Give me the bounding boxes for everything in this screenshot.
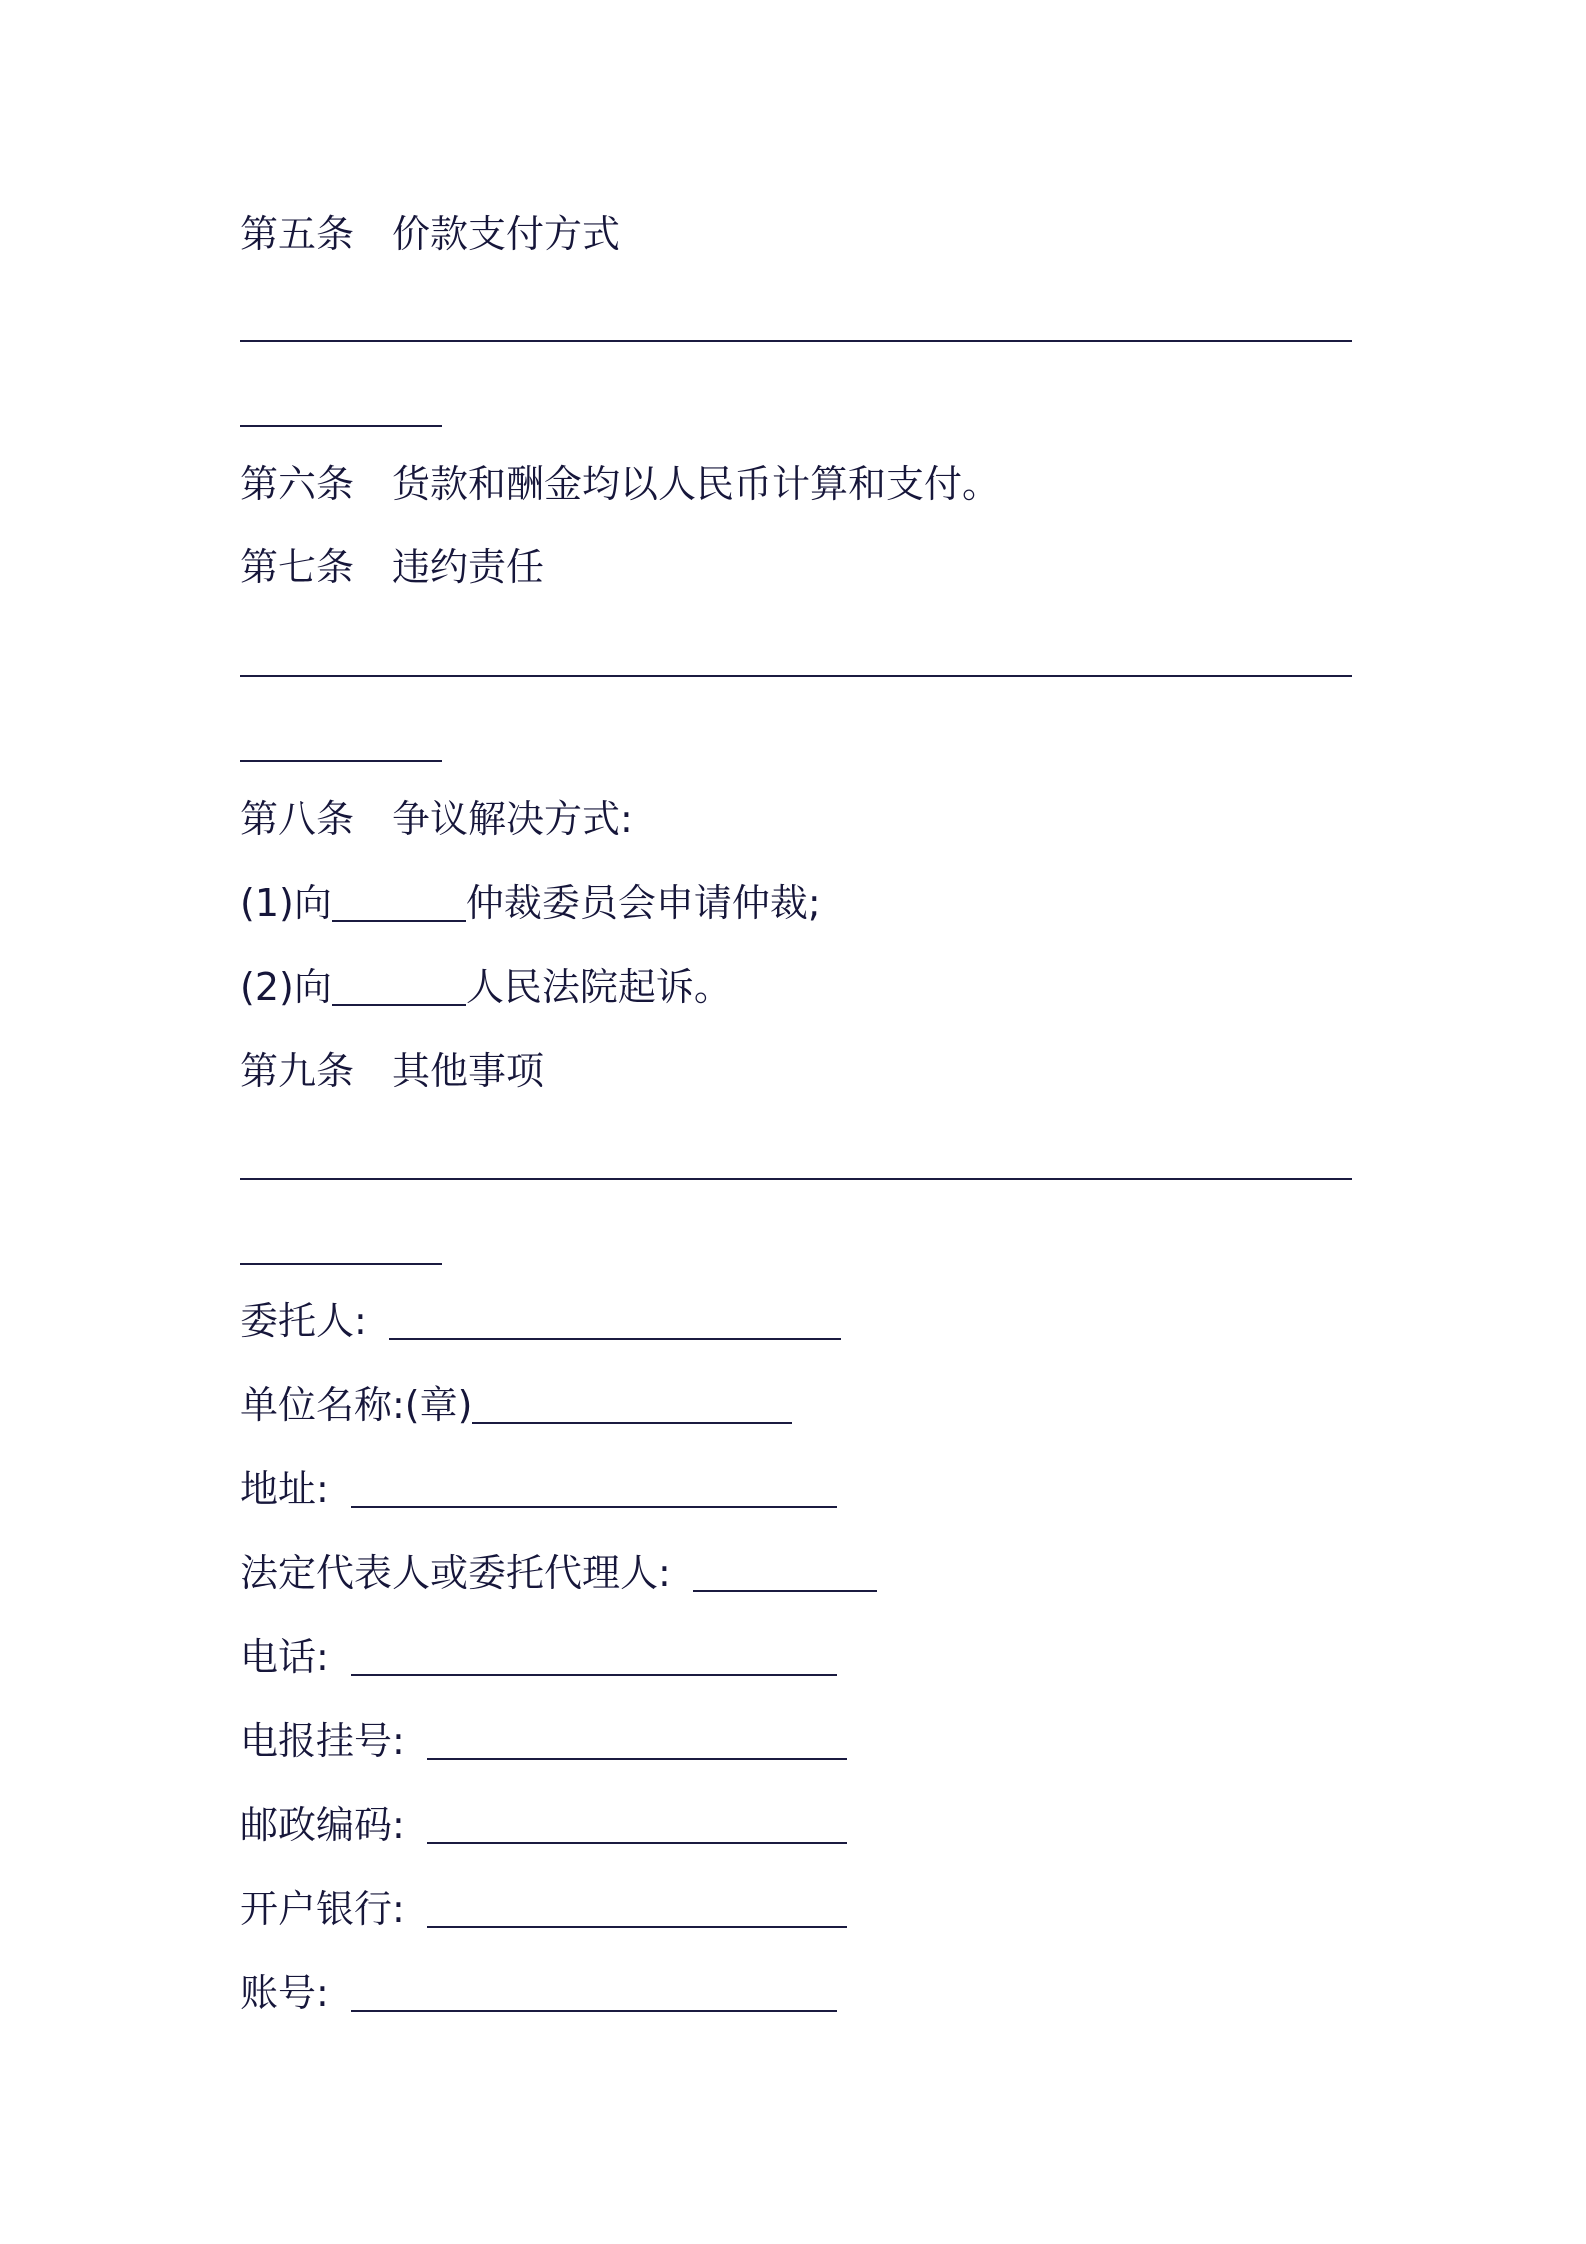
article-5-title: 价款支付方式 — [392, 212, 621, 256]
legal-rep-field[interactable] — [693, 1552, 877, 1592]
address-field[interactable] — [351, 1468, 837, 1508]
telegraph-field[interactable] — [427, 1720, 847, 1760]
article-9-blank-line-2[interactable] — [240, 1263, 442, 1265]
account-label: 账号: — [240, 1971, 329, 2015]
unit-name-label: 单位名称:(章) — [240, 1383, 473, 1427]
option-2-prefix: (2)向 — [240, 965, 332, 1009]
article-9-blank-line-1[interactable] — [240, 1178, 1352, 1180]
principal-row — [240, 1297, 841, 1345]
bank-label: 开户银行: — [240, 1887, 405, 1931]
article-8-number: 第八条 — [240, 797, 355, 841]
article-5-blank-line-2[interactable] — [240, 425, 442, 427]
article-7-title: 违约责任 — [392, 545, 545, 589]
telegraph-row — [240, 1717, 847, 1765]
article-8 — [240, 795, 633, 843]
phone-label: 电话: — [240, 1635, 329, 1679]
article-7-blank-line-2[interactable] — [240, 760, 442, 762]
article-7-blank-line-1[interactable] — [240, 675, 1352, 677]
article-9 — [240, 1047, 544, 1095]
principal-field[interactable] — [389, 1300, 841, 1340]
article-5 — [240, 210, 620, 258]
article-8-title: 争议解决方式: — [392, 797, 633, 841]
account-row — [240, 1969, 837, 2017]
postal-code-field[interactable] — [427, 1804, 847, 1844]
arbitration-committee-blank[interactable] — [332, 882, 466, 922]
bank-row — [240, 1885, 847, 1933]
article-5-blank-line-1[interactable] — [240, 340, 1352, 342]
article-9-title: 其他事项 — [392, 1049, 545, 1093]
article-6-text: 货款和酬金均以人民币计算和支付。 — [392, 462, 1001, 506]
bank-field[interactable] — [427, 1888, 847, 1928]
phone-field[interactable] — [351, 1636, 837, 1676]
article-8-option-2 — [240, 963, 732, 1011]
option-2-suffix: 人民法院起诉。 — [465, 965, 732, 1009]
article-7 — [240, 543, 544, 591]
address-label: 地址: — [240, 1467, 329, 1511]
article-6 — [240, 460, 1000, 508]
unit-name-row — [240, 1381, 792, 1429]
court-blank[interactable] — [332, 966, 466, 1006]
account-field[interactable] — [351, 1972, 837, 2012]
unit-name-field[interactable] — [472, 1384, 792, 1424]
legal-rep-label: 法定代表人或委托代理人: — [240, 1551, 671, 1595]
article-7-number: 第七条 — [240, 545, 355, 589]
article-8-option-1 — [240, 879, 821, 927]
article-6-number: 第六条 — [240, 462, 355, 506]
article-9-number: 第九条 — [240, 1049, 355, 1093]
phone-row — [240, 1633, 837, 1681]
legal-rep-row — [240, 1549, 877, 1597]
telegraph-label: 电报挂号: — [240, 1719, 405, 1763]
article-5-number: 第五条 — [240, 212, 355, 256]
address-row — [240, 1465, 837, 1513]
principal-label: 委托人: — [240, 1299, 367, 1343]
postal-code-label: 邮政编码: — [240, 1803, 405, 1847]
option-1-prefix: (1)向 — [240, 881, 332, 925]
option-1-suffix: 仲裁委员会申请仲裁; — [465, 881, 821, 925]
postal-code-row — [240, 1801, 847, 1849]
